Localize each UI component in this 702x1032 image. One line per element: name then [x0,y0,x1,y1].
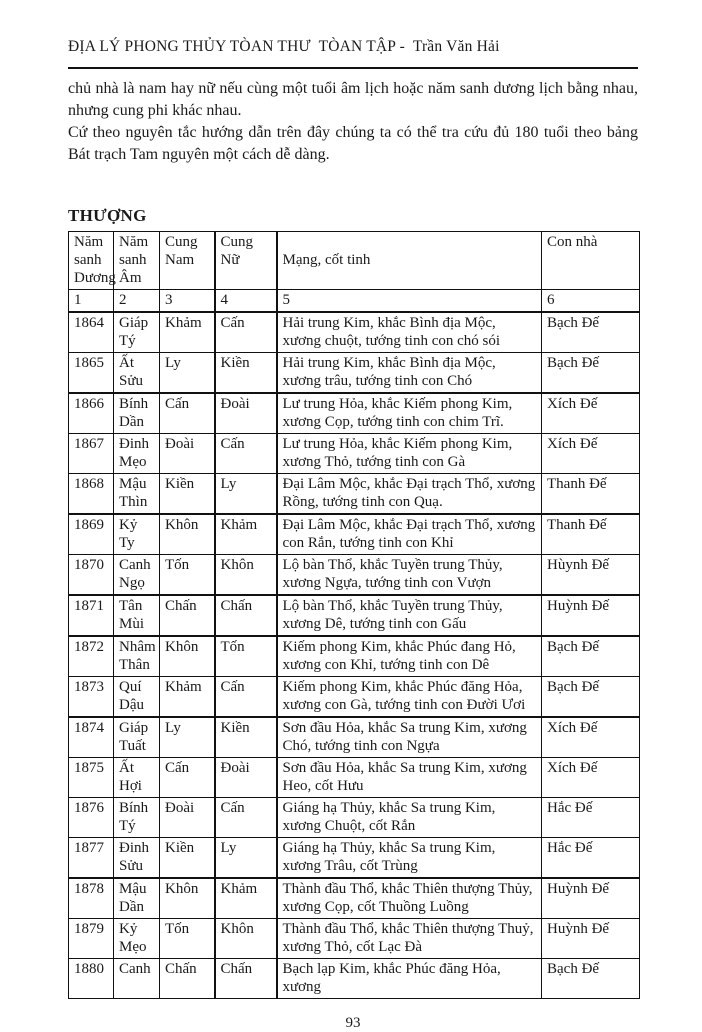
cung-nu-column-header: Cung Nữ [215,232,277,290]
cung-nu-cell: Đoài [215,758,277,798]
year-cell: 1868 [69,474,114,515]
am-year-cell: Đinh Sửu [114,838,160,879]
mang-cell: Lộ bàn Thổ, khắc Tuyền trung Thủy, xương Dê, tướng tinh con Gấu [277,595,542,636]
cung-nu-cell: Tốn [215,636,277,677]
mang-cell: Kiếm phong Kim, khắc Phúc đăng Hỏa, xương con Gà, tướng tinh con Đười Ươi [277,677,542,718]
year-cell: 1871 [69,595,114,636]
cung-nu-cell: Khôn [215,919,277,959]
con-nha-cell: Bạch Đế [542,959,640,999]
year-cell: 1878 [69,878,114,919]
mang-cell: Thành đầu Thổ, khắc Thiên thượng Thủy, xương Cọp, cốt Thuồng Luồng [277,878,542,919]
mang-cell: Đại Lâm Mộc, khắc Đại trạch Thổ, xương con Rắn, tướng tinh con Khỉ [277,514,542,555]
con-nha-column-header: Con nhà [542,232,640,290]
cung-nam-cell: Khôn [160,878,215,919]
table-head [69,232,640,313]
table-row [69,312,640,353]
con-nha-cell: Thanh Đế [542,474,640,515]
intro-paragraph-2: Cứ theo nguyên tắc hướng dẫn trên đây chúng ta có thể tra cứu đủ 180 tuổi theo bảng Bát trạch Tam nguyên một cách dễ dàng. [68,124,638,163]
year-cell: 1870 [69,555,114,596]
cung-nam-cell: Khảm [160,677,215,718]
am-year-cell: Ất Hợi [114,758,160,798]
cung-nu-cell: Cấn [215,434,277,474]
am-year-cell: Bính Tý [114,798,160,838]
mang-cell: Hải trung Kim, khắc Bình địa Mộc, xương chuột, tướng tinh con chó sói [277,312,542,353]
mang-cell: Lư trung Hỏa, khắc Kiếm phong Kim, xương Cọp, tướng tinh con chim Trĩ. [277,393,542,434]
mang-cell: Giáng hạ Thủy, khắc Sa trung Kim, xương Trâu, cốt Trùng [277,838,542,879]
year-cell: 1875 [69,758,114,798]
table-row [69,919,640,959]
table-row [69,474,640,515]
year-column-header: Năm sanh Dương [69,232,114,290]
cung-nu-cell: Kiền [215,353,277,394]
con-nha-cell: Xích Đế [542,758,640,798]
am-year-cell: Giáp Tuất [114,717,160,758]
year-cell: 1866 [69,393,114,434]
cung-nam-cell: Khảm [160,312,215,353]
con-nha-cell: Huỳnh Đế [542,878,640,919]
cung-nam-cell: Kiền [160,838,215,879]
am-year-cell: Tân Mùi [114,595,160,636]
cung-nam-cell: Đoài [160,434,215,474]
cung-nam-cell: Đoài [160,798,215,838]
am-year-cell: Ất Sửu [114,353,160,394]
table-row [69,353,640,394]
bat-trach-table [68,231,640,999]
cung-nu-cell: Đoài [215,393,277,434]
column-numbers-row [69,290,640,313]
cung-nu-cell: Chấn [215,595,277,636]
cung-nu-cell: Cấn [215,677,277,718]
table-row [69,878,640,919]
table-row [69,595,640,636]
table-row [69,636,640,677]
cung-nam-cell: Tốn [160,555,215,596]
intro-text [68,78,638,166]
table-row [69,514,640,555]
year-cell: 1867 [69,434,114,474]
con-nha-cell: Hắc Đế [542,838,640,879]
con-nha-cell: Xích Đế [542,717,640,758]
con-nha-cell: Bạch Đế [542,312,640,353]
mang-cell: Lộ bàn Thổ, khắc Tuyền trung Thủy, xương Ngựa, tướng tinh con Vượn [277,555,542,596]
header-divider [68,67,638,69]
table-row [69,677,640,718]
year-cell: 1879 [69,919,114,959]
section-title: THƯỢNG [68,206,147,225]
con-nha-cell: Bạch Đế [542,677,640,718]
am-year-cell: Canh Ngọ [114,555,160,596]
cung-nu-cell: Khảm [215,878,277,919]
am-year-cell: Kỷ Ty [114,514,160,555]
mang-cell: Lư trung Hỏa, khắc Kiếm phong Kim, xương Thỏ, tướng tinh con Gà [277,434,542,474]
year-cell: 1864 [69,312,114,353]
am-year-cell: Giáp Tý [114,312,160,353]
mang-cell: Bạch lạp Kim, khắc Phúc đăng Hỏa, xương [277,959,542,999]
column-number-5: 5 [277,290,542,313]
mang-cell: Hải trung Kim, khắc Bình địa Mộc, xương trâu, tướng tinh con Chó [277,353,542,394]
cung-nu-cell: Cấn [215,798,277,838]
mang-cell: Kiếm phong Kim, khắc Phúc đang Hỏ, xương con Khỉ, tướng tinh con Dê [277,636,542,677]
mang-column-header: Mạng, cốt tinh [277,232,542,290]
am-year-cell: Kỷ Mẹo [114,919,160,959]
year-cell: 1877 [69,838,114,879]
am-year-cell: Bính Dần [114,393,160,434]
am-year-cell: Đinh Mẹo [114,434,160,474]
cung-nu-cell: Kiền [215,717,277,758]
table-row [69,798,640,838]
table-row [69,555,640,596]
year-cell: 1880 [69,959,114,999]
year-cell: 1873 [69,677,114,718]
table-row [69,393,640,434]
table-row [69,717,640,758]
year-cell: 1869 [69,514,114,555]
am-year-column-header: Năm sanh Âm [114,232,160,290]
am-year-cell: Canh [114,959,160,999]
cung-nu-cell: Khảm [215,514,277,555]
cung-nu-cell: Ly [215,474,277,515]
am-year-cell: Mậu Thìn [114,474,160,515]
column-number-3: 3 [160,290,215,313]
mang-cell: Sơn đầu Hỏa, khắc Sa trung Kim, xương Chó, tướng tinh con Ngựa [277,717,542,758]
year-cell: 1876 [69,798,114,838]
cung-nu-cell: Khôn [215,555,277,596]
mang-cell: Sơn đầu Hỏa, khắc Sa trung Kim, xương Heo, cốt Hưu [277,758,542,798]
con-nha-cell: Huỳnh Đế [542,595,640,636]
year-cell: 1865 [69,353,114,394]
cung-nam-cell: Ly [160,353,215,394]
mang-cell: Đại Lâm Mộc, khắc Đại trạch Thổ, xương Rồng, tướng tinh con Quạ. [277,474,542,515]
cung-nam-column-header: Cung Nam [160,232,215,290]
table-row [69,959,640,999]
am-year-cell: Mậu Dần [114,878,160,919]
intro-paragraph-1: chủ nhà là nam hay nữ nếu cùng một tuổi âm lịch hoặc năm sanh dương lịch bằng nhau, nhưng cung phi khác nhau. [68,80,638,119]
con-nha-cell: Xích Đế [542,434,640,474]
cung-nam-cell: Ly [160,717,215,758]
cung-nu-cell: Cấn [215,312,277,353]
cung-nu-cell: Ly [215,838,277,879]
con-nha-cell: Bạch Đế [542,636,640,677]
table-body [69,312,640,999]
cung-nu-cell: Chấn [215,959,277,999]
am-year-cell: Nhâm Thân [114,636,160,677]
cung-nam-cell: Cấn [160,393,215,434]
page-number: 93 [345,1015,361,1031]
table-row [69,838,640,879]
con-nha-cell: Huỳnh Đế [542,919,640,959]
column-number-4: 4 [215,290,277,313]
con-nha-cell: Hùynh Đế [542,555,640,596]
con-nha-cell: Thanh Đế [542,514,640,555]
mang-cell: Giáng hạ Thủy, khắc Sa trung Kim, xương Chuột, cốt Rắn [277,798,542,838]
year-cell: 1874 [69,717,114,758]
con-nha-cell: Xích Đế [542,393,640,434]
con-nha-cell: Hắc Đế [542,798,640,838]
table-row [69,434,640,474]
cung-nam-cell: Chấn [160,959,215,999]
am-year-cell: Quí Dậu [114,677,160,718]
table-row [69,758,640,798]
cung-nam-cell: Khôn [160,514,215,555]
column-number-6: 6 [542,290,640,313]
column-number-2: 2 [114,290,160,313]
cung-nam-cell: Chấn [160,595,215,636]
cung-nam-cell: Kiền [160,474,215,515]
cung-nam-cell: Cấn [160,758,215,798]
table-header-row [69,232,640,290]
con-nha-cell: Bạch Đế [542,353,640,394]
cung-nam-cell: Khôn [160,636,215,677]
cung-nam-cell: Tốn [160,919,215,959]
column-number-1: 1 [69,290,114,313]
year-cell: 1872 [69,636,114,677]
mang-cell: Thành đầu Thổ, khắc Thiên thượng Thuỷ, xương Thỏ, cốt Lạc Đà [277,919,542,959]
page-header-title: ĐỊA LÝ PHONG THỦY TÒAN THƯ TÒAN TẬP - Trần Văn Hải [68,38,500,55]
